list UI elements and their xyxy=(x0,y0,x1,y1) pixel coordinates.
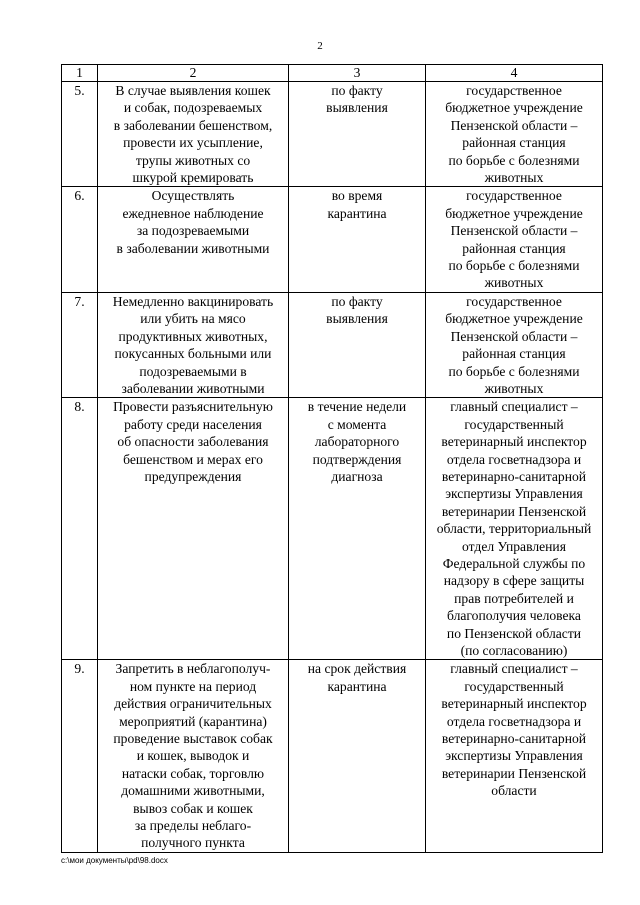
row-number: 7. xyxy=(62,292,98,397)
row-term: по факту выявления xyxy=(289,292,426,397)
row-action: В случае выявления кошек и собак, подозреваемых в заболевании бешенством, провести их усыпление, трупы животных со шкурой кремировать xyxy=(98,82,289,187)
row-responsible: государственное бюджетное учреждение Пензенской области – районная станция по борьбе с болезнями животных xyxy=(426,187,603,292)
row-responsible: главный специалист – государственный ветеринарный инспектор отдела госветнадзора и ветеринарно-санитарной экспертизы Управления ветеринарии Пензенской области, территориальный отдел Управления Федеральной службы по надзору в сфере защиты прав потребителей и благополучия человека по Пензенской области (по согласованию) xyxy=(426,398,603,660)
row-number: 5. xyxy=(62,82,98,187)
row-term: по факту выявления xyxy=(289,82,426,187)
column-header-action: 2 xyxy=(98,65,289,82)
file-path-footer: c:\мои документы\pd\98.docx xyxy=(61,856,168,865)
column-header-term: 3 xyxy=(289,65,426,82)
row-responsible: государственное бюджетное учреждение Пензенской области – районная станция по борьбе с болезнями животных xyxy=(426,292,603,397)
row-term: в течение недели с момента лабораторного подтверждения диагноза xyxy=(289,398,426,660)
table-header-row xyxy=(62,65,603,82)
table-row xyxy=(62,82,603,187)
row-number: 8. xyxy=(62,398,98,660)
row-action: Провести разъяснительную работу среди населения об опасности заболевания бешенством и мерах его предупреждения xyxy=(98,398,289,660)
table-row xyxy=(62,187,603,292)
row-term: на срок действия карантина xyxy=(289,660,426,852)
table-row xyxy=(62,660,603,852)
row-number: 9. xyxy=(62,660,98,852)
row-action: Осуществлять ежедневное наблюдение за подозреваемыми в заболевании животными xyxy=(98,187,289,292)
row-action: Немедленно вакцинировать или убить на мясо продуктивных животных, покусанных больными или подозреваемыми в заболевании животными xyxy=(98,292,289,397)
row-responsible: государственное бюджетное учреждение Пензенской области – районная станция по борьбе с болезнями животных xyxy=(426,82,603,187)
row-action: Запретить в неблагополуч- ном пункте на период действия ограничительных мероприятий (карантина) проведение выставок собак и кошек, выводок и натаски собак, торговлю домашними животными, вывоз собак и кошек за пределы неблаго- получного пункта xyxy=(98,660,289,852)
table-row xyxy=(62,398,603,660)
column-header-responsible: 4 xyxy=(426,65,603,82)
measures-table xyxy=(61,64,603,853)
table-row xyxy=(62,292,603,397)
row-term: во время карантина xyxy=(289,187,426,292)
page-number: 2 xyxy=(317,40,323,52)
column-header-number: 1 xyxy=(62,65,98,82)
row-number: 6. xyxy=(62,187,98,292)
row-responsible: главный специалист – государственный ветеринарный инспектор отдела госветнадзора и ветеринарно-санитарной экспертизы Управления ветеринарии Пензенской области xyxy=(426,660,603,852)
